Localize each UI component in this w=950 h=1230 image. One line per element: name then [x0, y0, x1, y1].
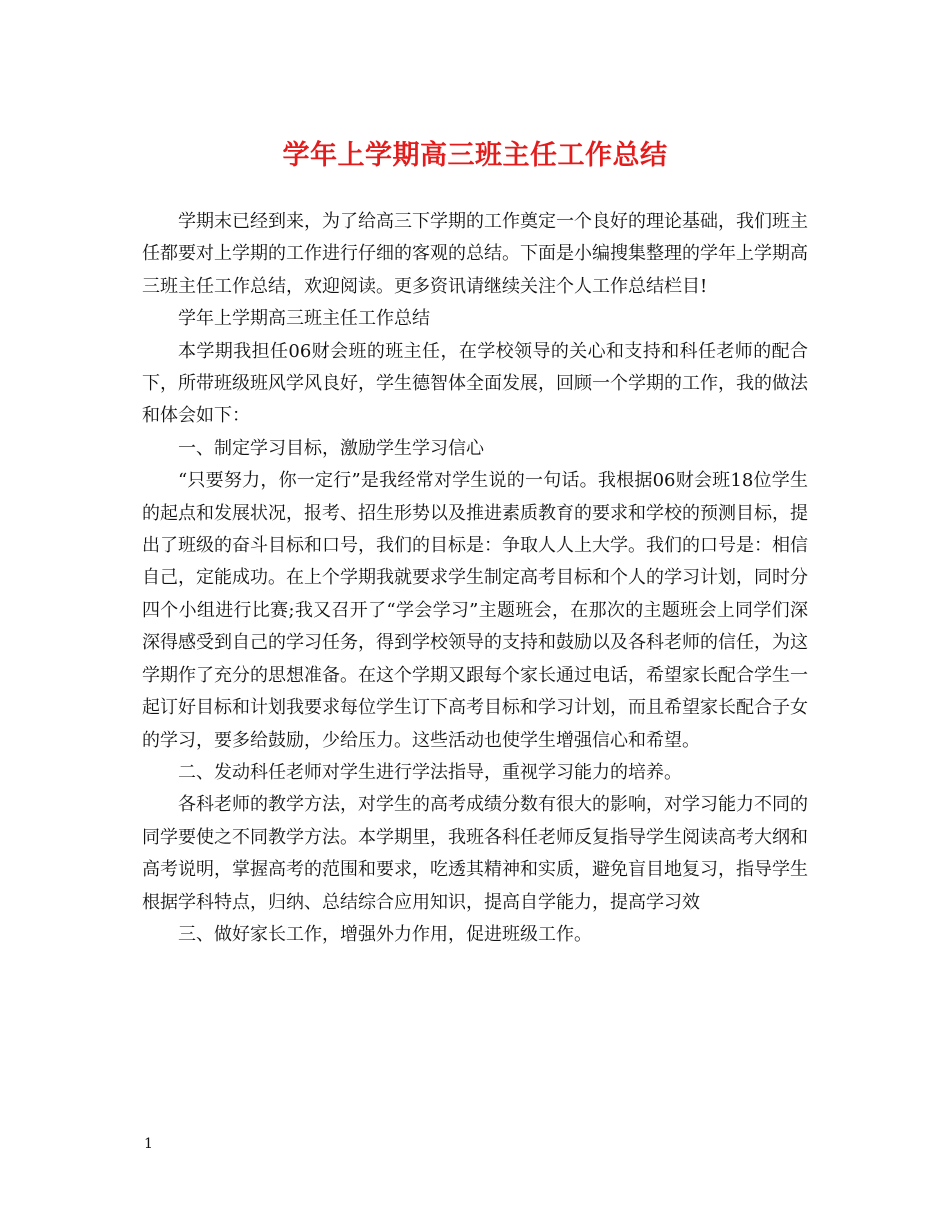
paragraph-overview: 本学期我担任06财会班的班主任，在学校领导的关心和支持和科任老师的配合下，所带班级班风学风良好，学生德智体全面发展，回顾一个学期的工作，我的做法和体会如下：	[142, 340, 808, 427]
paragraph-section-1: “只要努力，你一定行”是我经常对学生说的一句话。我根据06财会班18位学生的起点和发展状况，报考、招生形势以及推进素质教育的要求和学校的预测目标，提出了班级的奋斗目标和口号，我们的目标是：争取人人上大学。我们的口号是：相信自己，定能成功。在上个学期我就要求学生制定高考目标和个人的学习计划，同时分四个小组进行比赛;我又召开了“学会学习”主题班会，在那次的主题班会上同学们深深得感受到自己的学习任务，得到学校领导的支持和鼓励以及各科老师的信任，为这学期作了充分的思想准备。在这个学期又跟每个家长通过电话，希望家长配合学生一起订好目标和计划我要求每位学生订下高考目标和学习计划，而且希望家长配合子女的学习，要多给鼓励，少给压力。这些活动也使学生增强信心和希望。	[142, 470, 808, 751]
document-title: 学年上学期高三班主任工作总结	[282, 140, 668, 171]
page-number: 1	[144, 1136, 153, 1152]
paragraph-intro: 学期末已经到来，为了给高三下学期的工作奠定一个良好的理论基础，我们班主任都要对上学期的工作进行仔细的客观的总结。下面是小编搜集整理的学年上学期高三班主任工作总结，欢迎阅读。更多资讯请继续关注个人工作总结栏目!	[142, 211, 808, 297]
paragraph-subtitle: 学年上学期高三班主任工作总结	[178, 308, 430, 330]
section-heading-2: 二、发动科任老师对学生进行学法指导，重视学习能力的培养。	[178, 761, 682, 783]
section-heading-3: 三、做好家长工作，增强外力作用，促进班级工作。	[178, 923, 592, 945]
document-body	[142, 206, 808, 951]
section-heading-1: 一、制定学习目标，激励学生学习信心	[178, 437, 484, 459]
paragraph-section-2: 各科老师的教学方法，对学生的高考成绩分数有很大的影响，对学习能力不同的同学要使之不同教学方法。本学期里，我班各科任老师反复指导学生阅读高考大纲和高考说明，掌握高考的范围和要求，吃透其精神和实质，避免盲目地复习，指导学生根据学科特点，归纳、总结综合应用知识，提高自学能力，提高学习效	[142, 794, 808, 913]
